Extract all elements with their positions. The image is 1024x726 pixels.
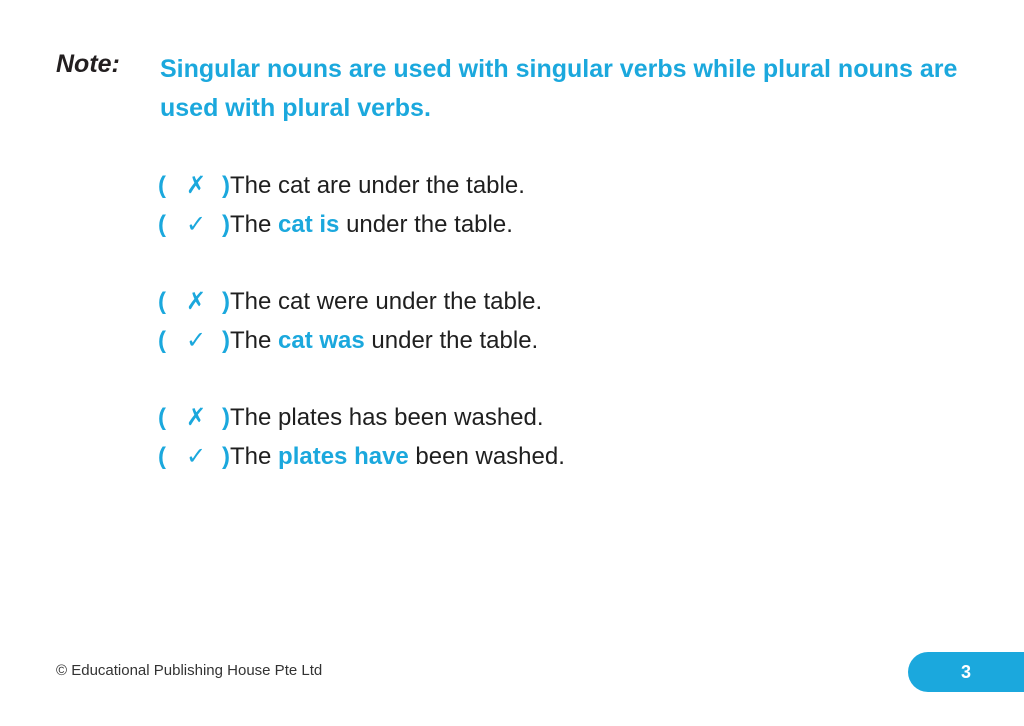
right-example-line [158, 321, 565, 360]
right-example-line [158, 205, 565, 244]
right-mark: ( ✓ ) [158, 205, 230, 244]
highlighted-words: plates have [278, 443, 409, 470]
sentence-text: been washed. [408, 443, 565, 470]
highlighted-words: cat is [278, 211, 340, 238]
sentence-text: The cat were under the table. [230, 288, 543, 315]
wrong-example-line [158, 282, 565, 321]
example-group [158, 398, 565, 476]
sentence-text: The plates has been washed. [230, 404, 544, 431]
right-mark: ( ✓ ) [158, 321, 230, 360]
example-group [158, 282, 565, 360]
right-mark: ( ✓ ) [158, 437, 230, 476]
sentence-text: The cat are under the table. [230, 172, 525, 199]
sentence-text: The [230, 327, 279, 354]
cross-icon: ✗ [185, 288, 207, 315]
note-text: Singular nouns are used with singular verbs while plural nouns are used with plural verbs. [160, 55, 958, 122]
sentence-text: The [230, 443, 279, 470]
wrong-example-line [158, 398, 565, 437]
wrong-mark: ( ✗ ) [158, 398, 230, 437]
right-example-line [158, 437, 565, 476]
sentence-text: under the table. [339, 211, 513, 238]
wrong-mark: ( ✗ ) [158, 282, 230, 321]
example-group [158, 166, 565, 244]
page-number-tab [908, 652, 1024, 692]
check-icon: ✓ [185, 211, 207, 238]
sentence-text: The [230, 211, 279, 238]
page-number: 3 [960, 662, 971, 682]
cross-icon: ✗ [185, 172, 207, 199]
note-label: Note: [56, 50, 120, 78]
examples-list [158, 166, 565, 514]
wrong-example-line [158, 166, 565, 205]
check-icon: ✓ [185, 443, 207, 470]
check-icon: ✓ [185, 327, 207, 354]
wrong-mark: ( ✗ ) [158, 166, 230, 205]
cross-icon: ✗ [185, 404, 207, 431]
copyright-footer: © Educational Publishing House Pte Ltd [56, 662, 323, 679]
highlighted-words: cat was [278, 327, 365, 354]
sentence-text: under the table. [364, 327, 539, 354]
